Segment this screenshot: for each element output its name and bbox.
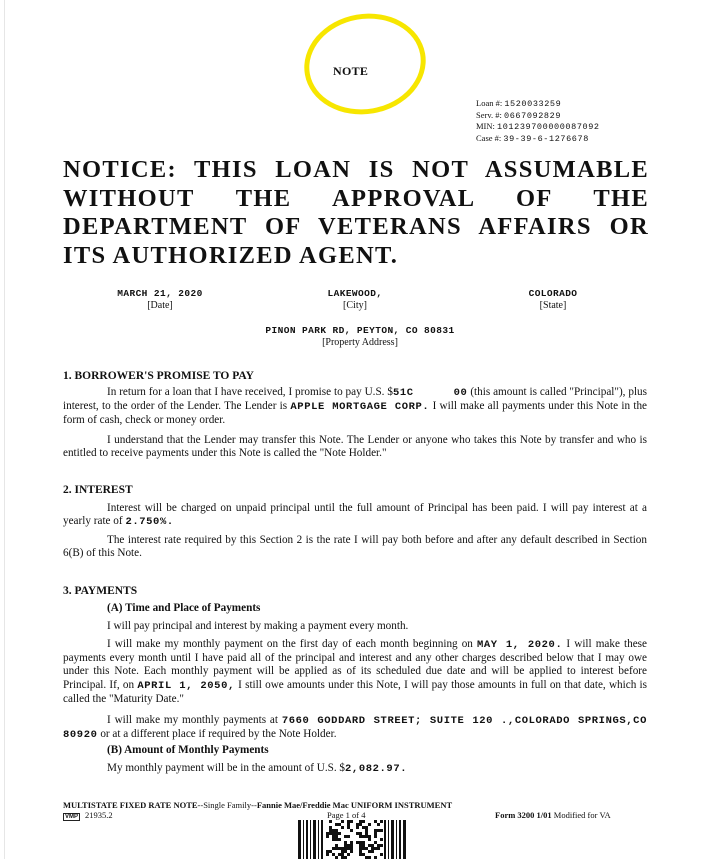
property-address-label: [Property Address] bbox=[322, 336, 398, 348]
case-number: 39-39-6-1276678 bbox=[503, 133, 589, 144]
servicer-number: 0667092829 bbox=[504, 110, 562, 121]
date-value: MARCH 21, 2020 bbox=[117, 288, 203, 299]
section-2-paragraph-2: The interest rate required by this Section 2 is the rate I will pay both before and after any default described in Section 6(B) of this Note. bbox=[63, 534, 647, 560]
city-label: [City] bbox=[343, 299, 367, 311]
page-edge bbox=[4, 0, 5, 859]
lender-name: APPLE MORTGAGE CORP. bbox=[290, 401, 430, 414]
state-value: COLORADO bbox=[528, 288, 578, 299]
principal-amount: 51C bbox=[392, 387, 414, 399]
case-number-line: Case #: 39-39-6-1276678 bbox=[476, 132, 589, 144]
section-3-paragraph-1: I will pay principal and interest by making a payment every month. bbox=[107, 620, 409, 632]
principal-amount-cents: 00 bbox=[453, 387, 468, 399]
section-3-paragraph-2: I will make my monthly payment on the first day of each month beginning on MAY 1, 2020. I will make these payments every month until I have paid all of the principal and interest and any other charges described below that I may owe under this Note. Each monthly payment will be applied as of its scheduled due date and will be applied to interest before Principal. If, on APRIL 1, 2050, I still owe amounts under this Note, I will pay those amounts in full on that date, which is called the "Maturity Date." bbox=[63, 638, 648, 705]
loan-info-block bbox=[476, 98, 600, 144]
form-number: Form 3200 1/01 Modified for VA bbox=[495, 810, 611, 820]
monthly-payment-amount: 2,082.97. bbox=[345, 763, 408, 775]
property-address-value: PINON PARK RD, PEYTON, CO 80831 bbox=[265, 325, 455, 336]
property-address-field bbox=[225, 325, 495, 348]
section-3a-heading: (A) Time and Place of Payments bbox=[107, 602, 261, 614]
footer-reference: VMP 21935.2 bbox=[65, 810, 113, 820]
loan-number-line: Loan #: 1520033259 bbox=[476, 98, 562, 109]
assumability-notice: NOTICE: THIS LOAN IS NOT ASSUMABLE WITHOUT THE APPROVAL OF THE DEPARTMENT OF VETERANS AFFAIRS OR ITS AUTHORIZED AGENT. bbox=[63, 156, 649, 269]
section-2-paragraph-1: Interest will be charged on unpaid principal until the full amount of Principal has been paid. I will pay interest at a yearly rate of 2.750%. bbox=[63, 502, 647, 529]
maturity-date: APRIL 1, 2050, bbox=[137, 679, 235, 692]
section-1-paragraph-2: I understand that the Lender may transfer this Note. The Lender or anyone who takes this Note by transfer and who is entitled to receive payments under this Note is called the "Note Holder." bbox=[63, 434, 647, 460]
section-1-heading: 1. BORROWER'S PROMISE TO PAY bbox=[63, 370, 254, 382]
min-number: 101239700000087092 bbox=[497, 122, 600, 133]
state-field bbox=[488, 288, 618, 311]
min-line: MIN: 101239700000087092 bbox=[476, 121, 600, 133]
footer-form-title: MULTISTATE FIXED RATE NOTE--Single Family--Fannie Mae/Freddie Mac UNIFORM INSTRUMENT bbox=[63, 800, 453, 810]
date-field bbox=[95, 288, 225, 311]
date-label: [Date] bbox=[147, 299, 173, 311]
first-payment-date: MAY 1, 2020. bbox=[476, 639, 563, 651]
section-3-paragraph-3: I will make my monthly payments at 7660 GODDARD STREET; SUITE 120 .,COLORADO SPRINGS,CO 80920 or at a different place if required by the Note Holder. bbox=[63, 714, 647, 742]
city-value: LAKEWOOD, bbox=[327, 288, 383, 299]
vmp-logo: VMP bbox=[65, 814, 79, 820]
section-3b-heading: (B) Amount of Monthly Payments bbox=[107, 744, 269, 756]
loan-number: 1520033259 bbox=[504, 99, 562, 109]
payment-address: 7660 GODDARD STREET; SUITE 120 .,COLORADO SPRINGS,CO 80920 bbox=[63, 715, 647, 742]
section-2-heading: 2. INTEREST bbox=[63, 484, 133, 496]
barcode-image bbox=[298, 820, 406, 859]
section-1-paragraph-1: In return for a loan that I have received, I promise to pay U.S. $51C 00 (this amount is called "Principal"), plus interest, to the order of the Lender. The Lender is APPLE MORTGAGE CORP. I will make all payments under this Note in the form of cash, check or money order. bbox=[63, 386, 648, 427]
page-number: Page 1 of 4 bbox=[327, 810, 366, 820]
section-3-paragraph-4: My monthly payment will be in the amount of U.S. $2,082.97. bbox=[107, 762, 408, 775]
servicer-number-line: Serv. #: 0667092829 bbox=[476, 109, 562, 121]
state-label: [State] bbox=[539, 299, 567, 311]
section-3-heading: 3. PAYMENTS bbox=[63, 585, 138, 597]
city-field bbox=[290, 288, 420, 311]
interest-rate: 2.750%. bbox=[125, 516, 174, 529]
document-title: NOTE bbox=[333, 64, 369, 78]
